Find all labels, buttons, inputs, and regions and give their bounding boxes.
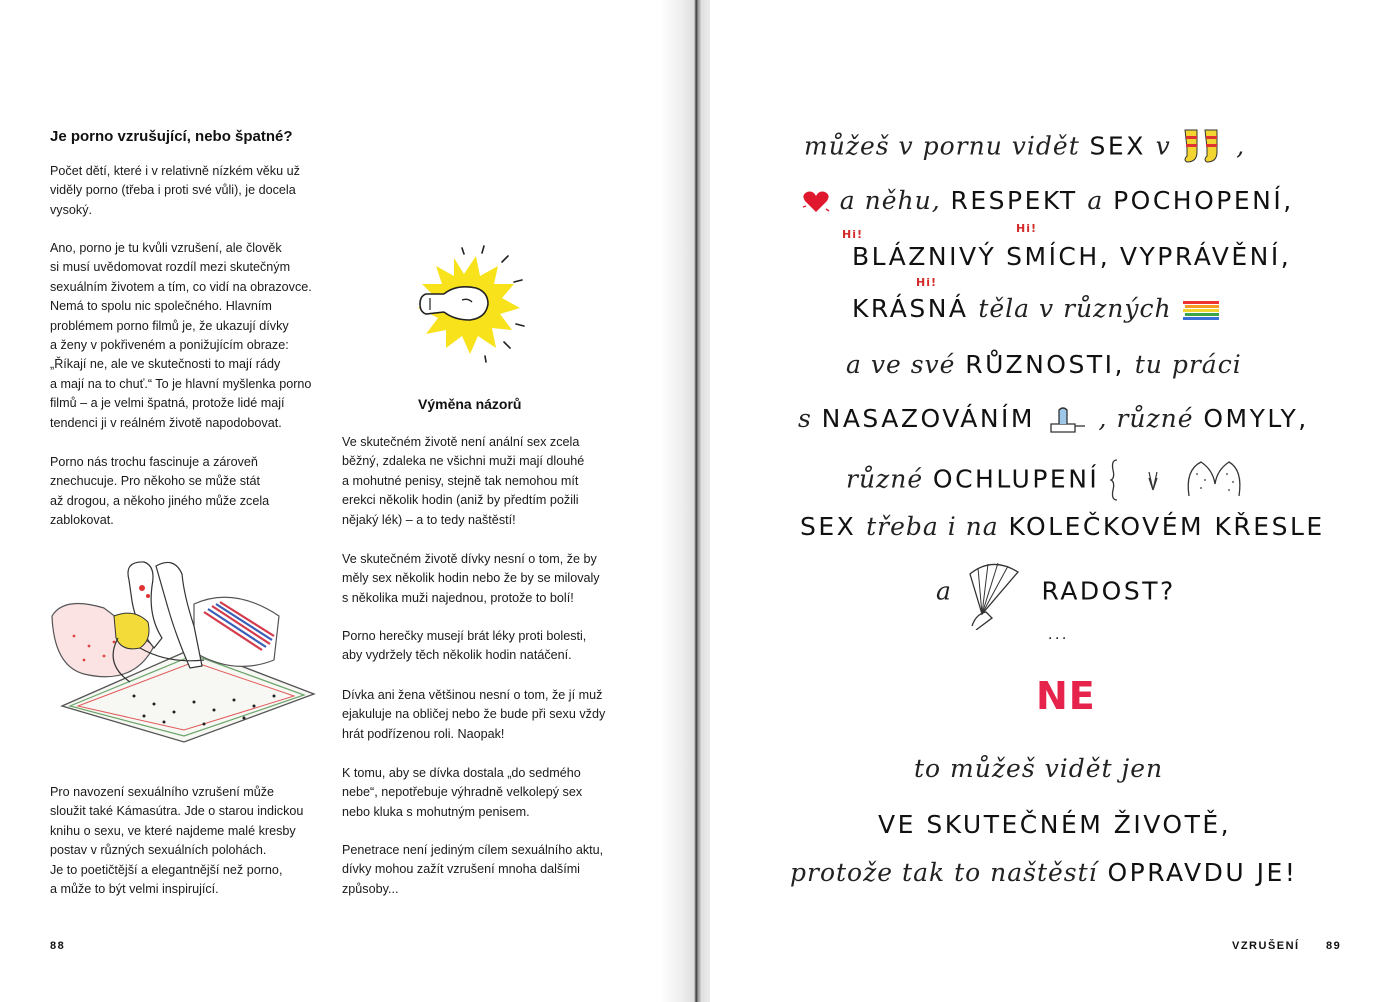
hi-mark: Hi! <box>916 276 937 289</box>
handwritten-line-4: KRÁSNÁ těla v různých <box>852 292 1223 324</box>
handwritten-line-11: VE SKUTEČNÉM ŽIVOTĚ, <box>878 810 1232 839</box>
handwritten-line-10: to můžeš vidět jen <box>914 754 1164 783</box>
paragraph: Dívka ani žena většinou nesní o tom, že jí muž ejakuluje na obličej nebo že bude při sexu vždy hrát podřízenou roli. Naopak! <box>342 688 606 741</box>
ne-word: NE <box>1036 674 1096 718</box>
couple-illustration <box>44 556 322 746</box>
handwritten-line-5: a ve své RŮZNOSTI, tu práci <box>846 350 1242 379</box>
paragraph: K tomu, aby se dívka dostala „do sedmého nebe“, nepotřebuje výhradně velkolepý sex nebo kluka s mohutným penisem. <box>342 766 583 819</box>
paragraph: Ve skutečném životě není anální sex zcela běžný, zdaleka ne všichni muži mají dlouhé a mohutné penisy, stejně tak nemohou mít erekci několik hodin (aniž by předtím požili nějaký lék) – a to tedy naštěstí! <box>342 435 585 527</box>
page-number: 88 <box>50 940 66 952</box>
socks-icon <box>1181 128 1227 166</box>
hi-mark: Hi! <box>1016 222 1037 235</box>
handwritten-line-3: BLÁZNIVÝ SMÍCH, VYPRÁVĚNÍ, <box>852 242 1292 271</box>
paragraph: Počet dětí, které i v relativně nízkém věku už viděly porno (třeba i proti své vůli), je docela vysoký. <box>50 164 300 217</box>
boxing-glove-icon <box>406 240 536 370</box>
condom-hand-icon <box>1045 404 1089 436</box>
handwritten-line-2: a něhu, RESPEKT a POCHOPENÍ, <box>802 184 1294 216</box>
handwritten-line-9: a RADOST? <box>936 554 1176 630</box>
paragraph: Porno nás trochu fascinuje a zároveň znechucuje. Pro někoho se může stát až drogou, a někoho jiného může zcela zablokovat. <box>50 455 270 528</box>
paragraph: Penetrace není jediným cílem sexuálního aktu, dívky mohou zažít vzrušení mnoha dalšími způsoby... <box>342 843 604 896</box>
left-page <box>0 0 684 1002</box>
paragraph: Ve skutečném životě dívky nesní o tom, že by měly sex několik hodin nebo že by se milovaly s několika muži najednou, protože to bolí! <box>342 552 600 605</box>
rainbow-flag-icon <box>1181 297 1223 323</box>
running-head: VZRUŠENÍ <box>1232 940 1300 952</box>
heart-icon <box>802 189 830 215</box>
paragraph: Porno herečky musejí brát léky proti bolesti, aby vydržely těch několik hodin natáčení. <box>342 629 587 663</box>
hi-mark: Hi! <box>842 228 863 241</box>
right-page <box>710 0 1394 1002</box>
fan-hand-icon <box>962 554 1032 630</box>
handwritten-line-6: s NASAZOVÁNÍM , různé OMYLY, <box>798 402 1309 436</box>
ellipsis: ... <box>1048 627 1069 643</box>
handwritten-line-7: různé OCHLUPENÍ <box>846 456 1249 504</box>
paragraph: Ano, porno je tu kvůli vzrušení, ale člověk si musí uvědomovat rozdíl mezi skutečným sexuálním životem a tím, co vidí na obrazovce. Nemá to spolu nic společného. Hlavním problémem porno filmů je, že ukazují dívky a ženy v pokřiveném a ponižujícím obraze: „Říkají ne, ale ve skutečnosti to mají rády a mají na to chuť.“ To je hlavní myšlenka porno filmů – a je velmi špatná, protože lidé mají tendenci ji v reálném životě napodobovat. <box>50 241 312 430</box>
box-heading: Výměna názorů <box>418 396 522 412</box>
body-hair-icon <box>1109 456 1249 504</box>
paragraph: Pro navození sexuálního vzrušení může sloužit také Kámasútra. Jde o starou indickou knihu o sexu, ve které najdeme malé kresby postav v různých sexuálních polohách. Je to poetičtější a elegantnější než porno, a může to být velmi inspirující. <box>50 785 304 897</box>
handwritten-line-1: můžeš v pornu vidět SEX v , <box>804 128 1245 166</box>
page-number: 89 <box>1326 940 1342 952</box>
handwritten-line-8: SEX třeba i na KOLEČKOVÉM KŘESLE <box>800 512 1325 541</box>
handwritten-line-12: protože tak to naštěstí OPRAVDU JE! <box>790 858 1298 887</box>
section-heading: Je porno vzrušující, nebo špatné? <box>50 128 293 145</box>
